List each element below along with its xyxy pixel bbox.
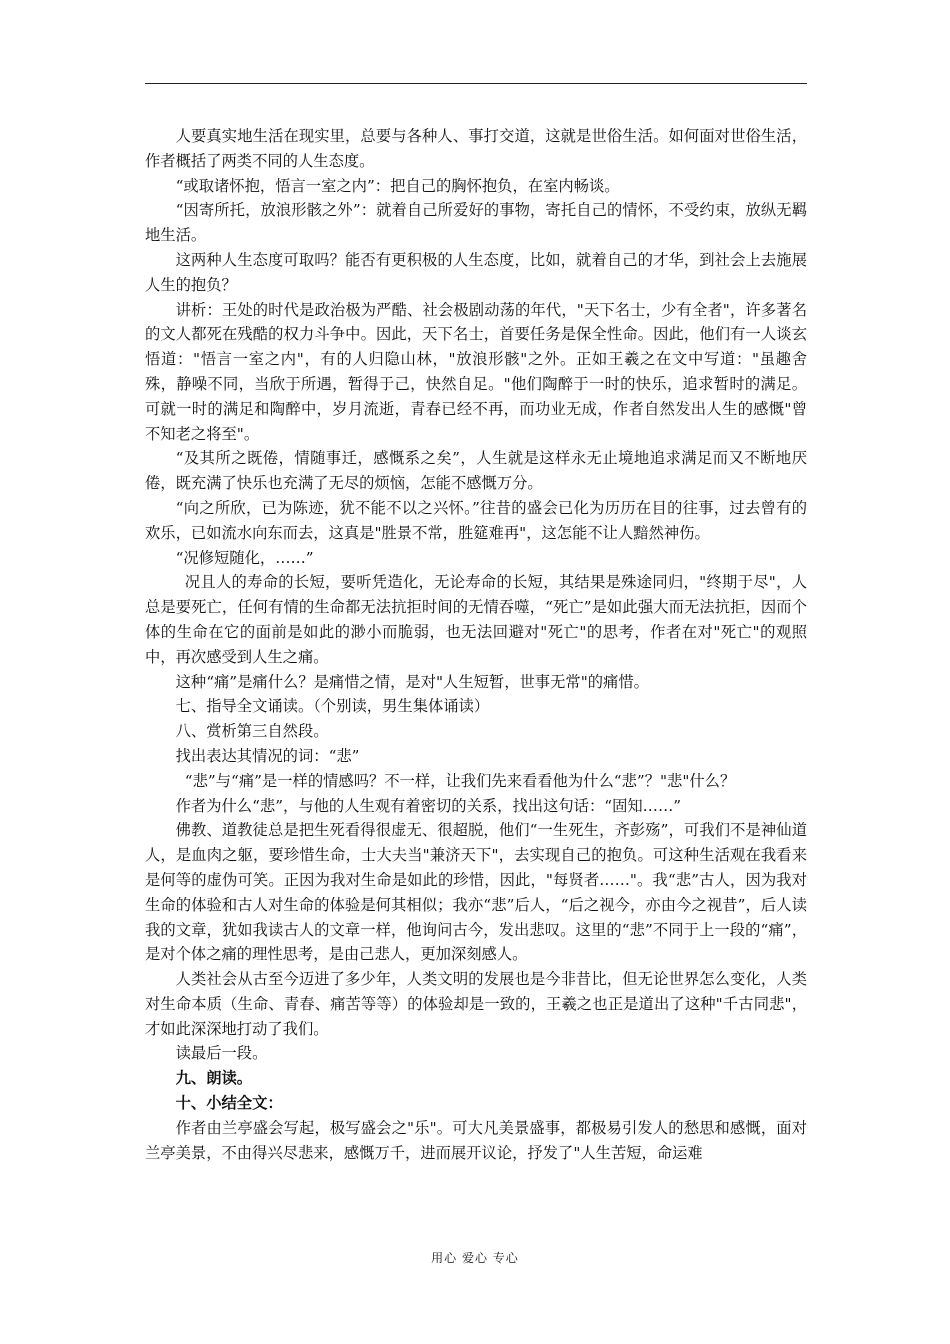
page-footer: 用心 爱心 专心 — [431, 1251, 519, 1265]
paragraph: “或取诸怀抱，悟言一室之内”：把自己的胸怀抱负，在室内畅谈。 — [175, 176, 620, 195]
paragraph: 读最后一段。 — [175, 1044, 268, 1063]
paragraph: 人类社会从古至今迈进了多少年，人类文明的发展也是今非昔比，但无论世界怎么变化，人类对生命本质（生命、青春、痛苦等等）的体验却是一致的，王羲之也正是道出了这种"千古同悲"，才如此深深地打动了我们。 — [145, 970, 807, 1038]
paragraph: 佛教、道教徒总是把生死看得很虚无、很超脱，他们“一生死生，齐彭殇”，可我们不是神仙道人，是血肉之躯，要珍惜生命，士大夫当"兼济天下"，去实现自己的抱负。可这种生活观在我看来是何等的虚伪可笑。正因为我对生命是如此的珍惜，因此，"每贤者……"。我“悲”古人，因为我对生命的体验和古人对生命的体验是何其相似；我亦“悲”后人，“后之视今，亦由今之视昔”，后人读我的文章，犹如我读古人的文章一样，他询问古今，发出悲叹。这里的“悲”不同于上一段的“痛”，是对个体之痛的理性思考，是由己悲人，更加深刻感人。 — [145, 821, 807, 964]
paragraph: 人要真实地生活在现实里，总要与各种人、事打交道，这就是世俗生活。如何面对世俗生活，作者概括了两类不同的人生态度。 — [145, 127, 807, 170]
paragraph: 这两种人生态度可取吗？能否有更积极的人生态度，比如，就着自己的才华，到社会上去施展人生的抱负？ — [145, 250, 807, 294]
paragraph: 找出表达其情况的词：“悲” — [175, 746, 360, 765]
section-heading: 七、指导全文诵读。（个别读，男生集体诵读） — [175, 697, 490, 716]
paragraph: 讲析：王处的时代是政治极为严酷、社会极剧动荡的年代，"天下名士，少有全者"，许多著名的文人都死在残酷的权力斗争中。因此，天下名士，首要任务是保全性命。因此，他们有一人谈玄悟道："悟言一室之内"，有的人归隐山林，"放浪形骸"之外。正如王羲之在文中写道："虽趣舍殊，静噪不同，当欣于所遇，暂得于己，快然自足。"他们陶醉于一时的快乐，追求暂时的满足。可就一时的满足和陶醉中，岁月流逝，青春已经不再，而功业无成，作者自然发出人生的感慨"曾不知老之将至"。 — [145, 300, 807, 443]
paragraph: “因寄所托，放浪形骸之外”：就着自己所爱好的事物，寄托自己的情怀，不受约束，放纵无羁地生活。 — [145, 201, 807, 245]
paragraph: “向之所欣，已为陈迹，犹不能不以之兴怀。”往昔的盛会已化为历历在目的往事，过去曾有的欢乐，已如流水向东而去，这真是"胜景不常，胜筵难再"，这怎能不让人黯然神伤。 — [145, 498, 807, 542]
header-rule — [145, 83, 807, 84]
section-heading: 十、小结全文： — [175, 1094, 283, 1113]
paragraph: “悲”与“痛”是一样的情感吗？不一样，让我们先来看看他为什么“悲”？"悲"什么？ — [184, 771, 736, 790]
section-heading: 八、赏析第三自然段。 — [175, 722, 329, 741]
paragraph: 作者为什么“悲”，与他的人生观有着密切的关系，找出这句话：“固知……” — [175, 796, 682, 815]
paragraph: “况修短随化，……” — [175, 548, 314, 567]
paragraph: 这种“痛”是痛什么？是痛惜之情，是对"人生短暂，世事无常"的痛惜。 — [175, 672, 649, 691]
paragraph: 况且人的寿命的长短，要听凭造化，无论寿命的长短，其结果是殊途同归，"终期于尽"，人总是要死亡，任何有情的生命都无法抗拒时间的无情吞噬，“死亡”是如此强大而无法抗拒，因而个体的生命在它的面前是如此的渺小而脆弱，也无法回避对"死亡"的思考，作者在对"死亡"的观照中，再次感受到人生之痛。 — [145, 573, 807, 666]
paragraph: “及其所之既倦，情随事迁，感慨系之矣”，人生就是这样永无止境地追求满足而又不断地厌倦，既充满了快乐也充满了无尽的烦恼，怎能不感慨万分。 — [145, 449, 807, 493]
body-text — [145, 124, 807, 1165]
section-heading: 九、朗读。 — [175, 1069, 253, 1088]
paragraph: 作者由兰亭盛会写起，极写盛会之"乐"。可大凡美景盛事，都极易引发人的愁思和感慨，面对兰亭美景，不由得兴尽悲来，感慨万千，进而展开议论，抒发了"人生苦短，命运难 — [145, 1118, 807, 1162]
